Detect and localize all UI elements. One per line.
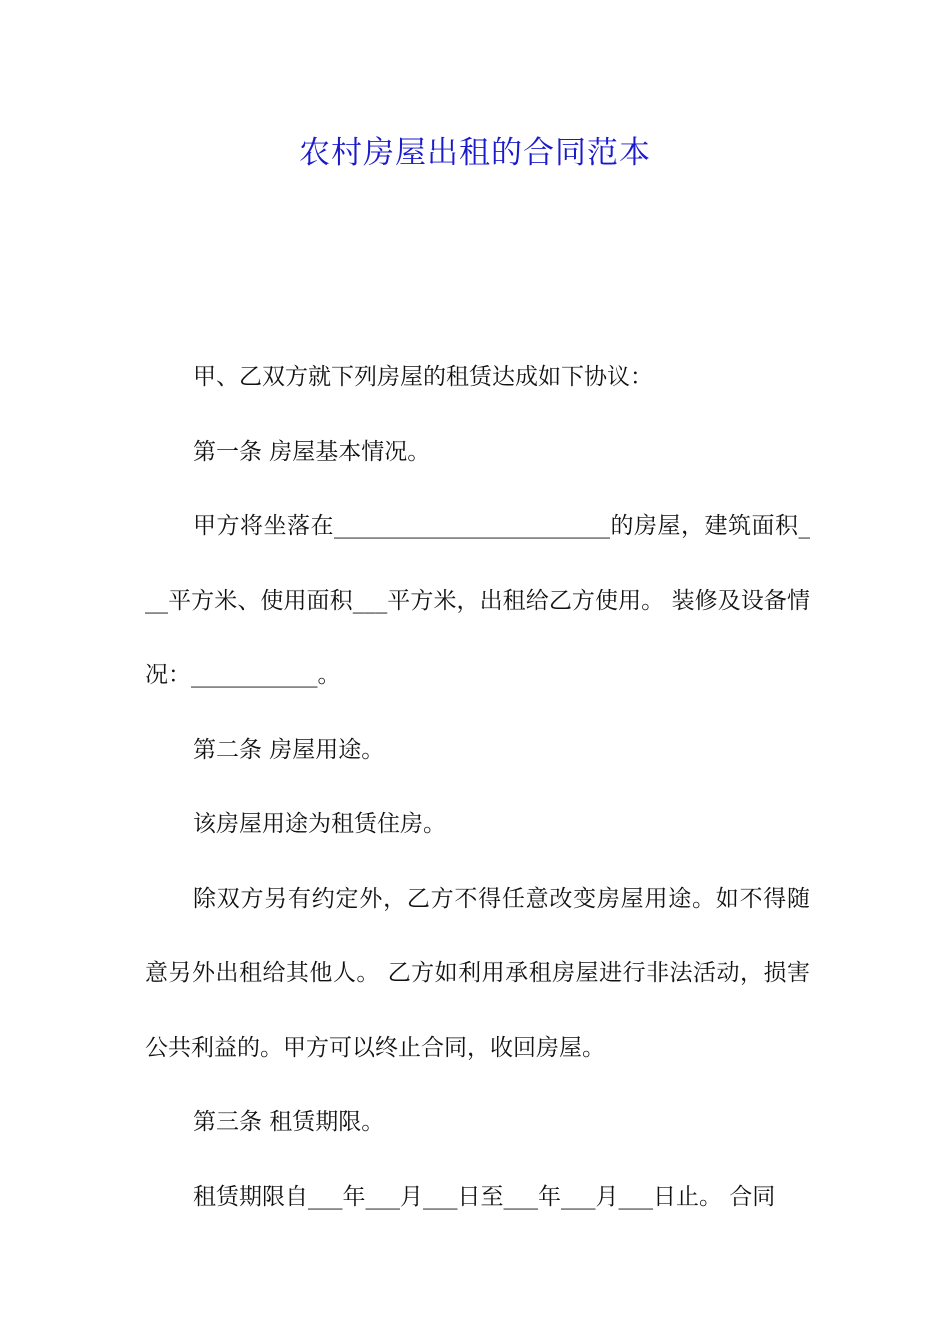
paragraph-article-3-term: 租赁期限自___年___月___日至___年___月___日止。 合同 bbox=[193, 1183, 776, 1210]
paragraph-article-2-purpose: 该房屋用途为租赁住房。 bbox=[193, 811, 446, 837]
document-title: 农村房屋出租的合同范本 bbox=[299, 135, 651, 171]
paragraph-intro: 甲、乙双方就下列房屋的租赁达成如下协议： bbox=[193, 364, 653, 390]
paragraph-article-2-heading: 第二条 房屋用途。 bbox=[193, 736, 385, 763]
document-body bbox=[145, 340, 810, 1234]
paragraph-article-1-heading: 第一条 房屋基本情况。 bbox=[193, 438, 431, 465]
paragraph-article-1-content: 甲方将坐落在________________________的房屋，建筑面积___平方米、使用面积___平方米，出租给乙方使用。 装修及设备情况：___________。 bbox=[145, 513, 810, 688]
paragraph-article-2-restrictions: 除双方另有约定外，乙方不得任意改变房屋用途。如不得随意另外出租给其他人。 乙方如利用承租房屋进行非法活动，损害公共利益的。甲方可以终止合同，收回房屋。 bbox=[145, 885, 810, 1061]
paragraph-article-3-heading: 第三条 租赁期限。 bbox=[193, 1109, 385, 1135]
